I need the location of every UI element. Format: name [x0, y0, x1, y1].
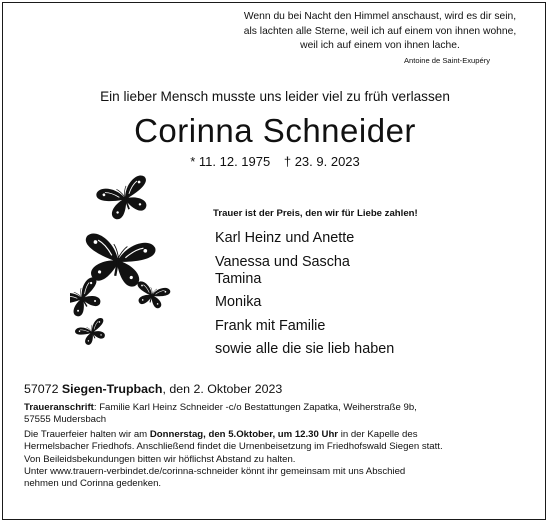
butterflies-illustration: [70, 170, 210, 360]
butterfly-icon: [70, 276, 108, 322]
birth-date: * 11. 12. 1975: [190, 154, 271, 169]
notice-date: , den 2. Oktober 2023: [162, 382, 283, 396]
death-date: † 23. 9. 2023: [283, 154, 360, 169]
quote: [225, 10, 535, 54]
ceremony-text-2: in der Kapelle des: [338, 428, 418, 440]
mourner: Vanessa und Sascha: [215, 253, 350, 270]
mourner: Tamina: [215, 271, 262, 287]
quote-author: Antoine de Saint-Exupéry: [403, 56, 491, 65]
place-date-line: [24, 382, 534, 396]
quote-line: als lachten alle Sterne, weil ich auf einem von ihnen wohne,: [243, 25, 517, 37]
mourner: Karl Heinz und Anette: [215, 230, 355, 246]
address-line: [24, 402, 534, 414]
ceremony-time: Donnerstag, den 5.Oktober, um 12.30 Uhr: [149, 428, 339, 440]
mourner: Frank mit Familie: [215, 317, 326, 334]
online-note: Unter www.trauern-verbindet.de/corinna-schneider könnt ihr gemeinsam mit uns Abschied: [24, 466, 406, 478]
condolence-note: Von Beileidsbekundungen bitten wir höflichst Abstand zu halten.: [24, 453, 296, 465]
details-section: [24, 382, 534, 491]
deceased-name: Corinna Schneider: [134, 112, 416, 149]
butterfly-icon: [133, 280, 171, 310]
city: Siegen-Trupbach: [61, 382, 163, 396]
zip-code: 57072: [24, 382, 59, 396]
intro-text: Ein lieber Mensch musste uns leider viel zu früh verlassen: [100, 89, 450, 104]
address-label: Traueranschrift: [24, 402, 94, 413]
ceremony-line-2: Hermelsbacher Friedhofs. Anschließend findet die Urnenbeisetzung im Friedhofswald Siegen statt.: [24, 441, 443, 453]
quote-line: weil ich auf einem von ihnen lache.: [300, 40, 460, 52]
quote-line: Wenn du bei Nacht den Himmel anschaust, wird es dir sein,: [243, 11, 517, 22]
butterfly-icon: [74, 317, 110, 348]
address-text: : Familie Karl Heinz Schneider -c/o Bestattungen Zapatka, Weiherstraße 9b,: [93, 402, 417, 413]
mourner: sowie alle die sie lieb haben: [215, 341, 395, 357]
mourner: Monika: [215, 294, 262, 310]
motto: Trauer ist der Preis, den wir für Liebe zahlen!: [213, 208, 418, 219]
address-line-2: 57555 Mudersbach: [24, 414, 107, 426]
life-dates: [0, 154, 550, 169]
ceremony-line: [24, 429, 534, 441]
butterfly-icon: [95, 174, 156, 224]
ceremony-text: Die Trauerfeier halten wir am: [24, 428, 150, 440]
online-note-2: nehmen und Corinna gedenken.: [24, 478, 162, 490]
mourners-list: [215, 228, 394, 363]
